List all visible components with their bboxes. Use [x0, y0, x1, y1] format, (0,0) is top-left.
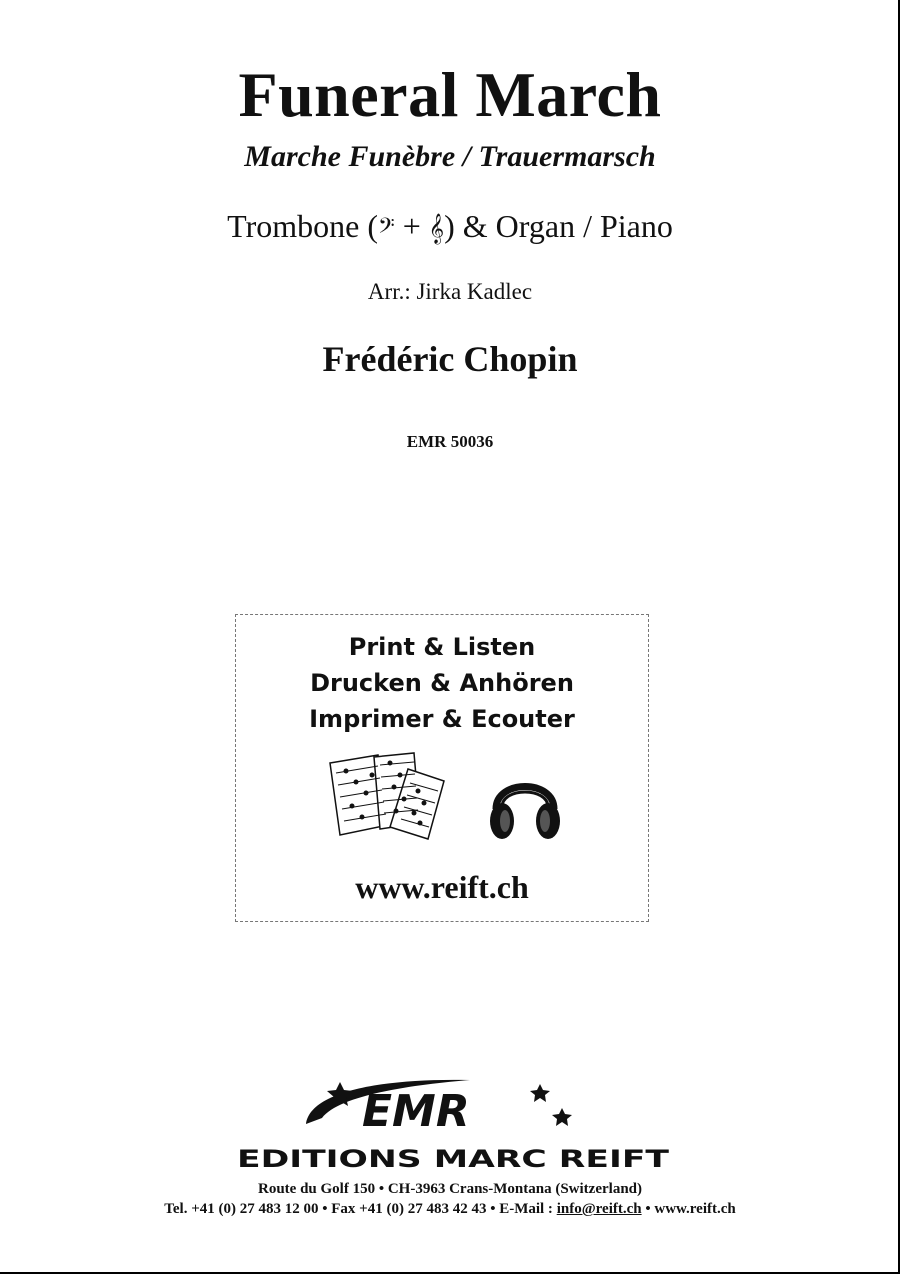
instrumentation	[0, 208, 900, 245]
emr-logo	[300, 1072, 580, 1142]
title: Funeral March	[238, 59, 662, 130]
subtitle: Marche Funèbre / Trauermarsch	[244, 140, 656, 173]
arranger: Arr.: Jirka Kadlec	[367, 279, 533, 304]
contacts-website: • www.reift.ch	[641, 1201, 736, 1217]
catalog-number: EMR 50036	[406, 432, 494, 451]
promo-line-print-listen: Print & Listen	[348, 633, 536, 661]
instrumentation-plus: +	[394, 208, 429, 244]
publisher-contacts	[0, 1201, 900, 1218]
logo-text: EMR	[362, 1086, 470, 1137]
print-listen-box[interactable]	[235, 614, 649, 922]
publisher-name-text: EDITIONS MARC REIFT	[237, 1145, 670, 1173]
treble-clef-icon: 𝄞	[428, 214, 445, 244]
promo-website-link[interactable]: www.reift.ch	[355, 869, 529, 905]
headphones-icon	[488, 765, 562, 845]
publisher-name	[235, 1140, 671, 1174]
promo-line-imprimer-ecouter: Imprimer & Ecouter	[309, 705, 575, 733]
email-link[interactable]: info@reift.ch	[556, 1201, 642, 1217]
sheet-music-icon	[328, 751, 456, 841]
promo-line-drucken-anhoeren: Drucken & Anhören	[310, 669, 574, 697]
publisher-address: Route du Golf 150 • CH-3963 Crans-Montana (Switzerland)	[258, 1181, 642, 1197]
contacts-phone-fax: Tel. +41 (0) 27 483 12 00 • Fax +41 (0) 27 483 42 43 • E-Mail :	[164, 1201, 557, 1217]
composer: Frédéric Chopin	[322, 339, 578, 379]
instrumentation-suffix: ) & Organ / Piano	[444, 208, 673, 244]
instrumentation-prefix: Trombone (	[227, 208, 378, 244]
bass-clef-icon: 𝄢	[377, 214, 395, 244]
